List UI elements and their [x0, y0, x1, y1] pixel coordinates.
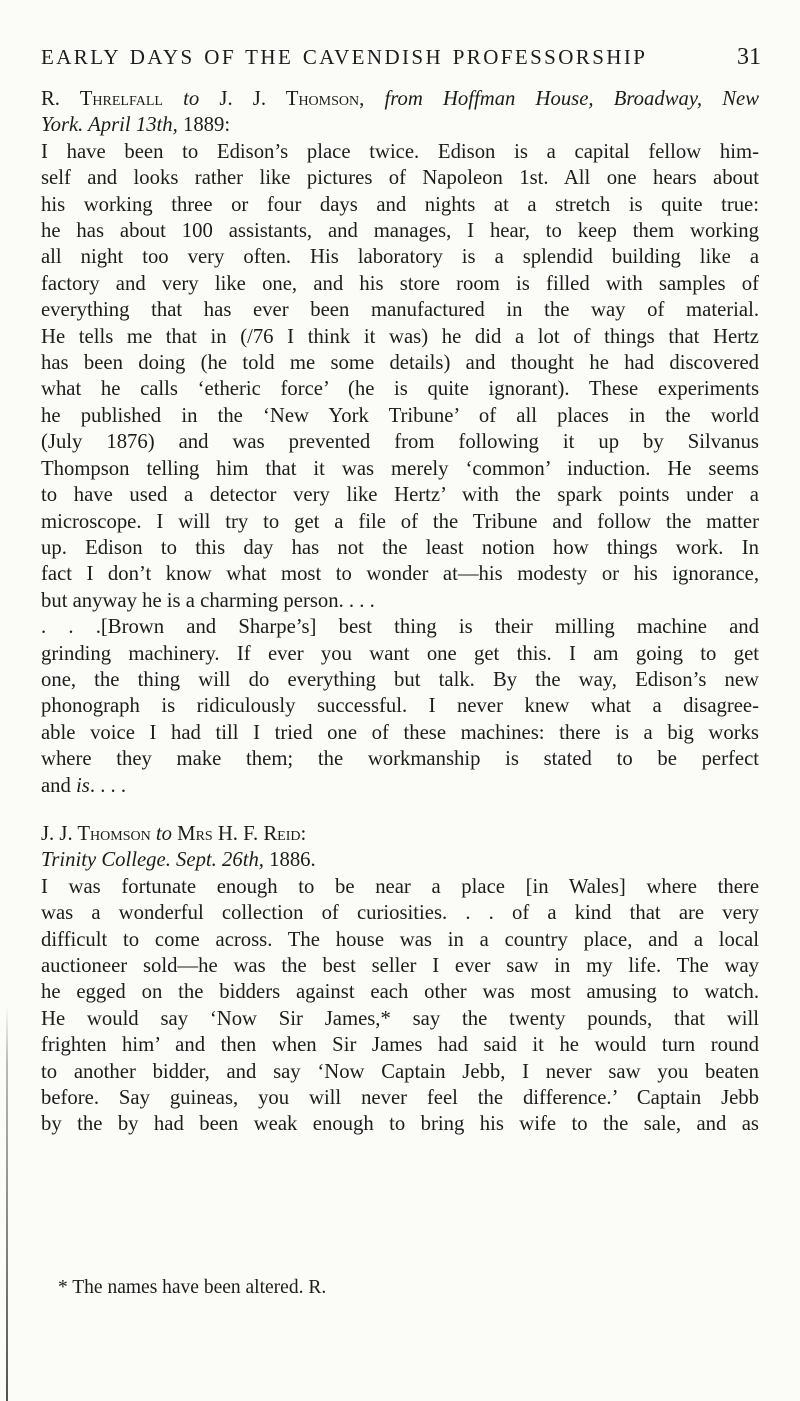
- text-line: able voice I had till I tried one of these machines: there is a big works: [41, 721, 759, 744]
- final-emphasis: is: [76, 774, 90, 797]
- text-line: he published in the ‘New York Tribune’ of all places in the world: [41, 404, 759, 427]
- text-line: . . .[Brown and Sharpe’s] best thing is their milling machine and: [41, 616, 759, 639]
- running-title: EARLY DAYS OF THE CAVENDISH PROFESSORSHIP: [41, 45, 648, 69]
- letter2-date: Trinity College. Sept. 26th,: [41, 849, 264, 872]
- text-line: he egged on the bidders against each other was most amusing to watch.: [41, 981, 759, 1004]
- text-line: difficult to come across. The house was in a country place, and a local: [41, 928, 759, 951]
- text-line: but anyway he is a charming person. . . .: [41, 589, 375, 612]
- text-line: what he calls ‘etheric force’ (he is quite ignorant). These experiments: [41, 378, 759, 401]
- letter1-place-line2: York. April 13th,: [41, 114, 178, 137]
- running-head: [41, 44, 761, 74]
- text-line: fact I don’t know what most to wonder at—his modesty or his ignorance,: [41, 563, 759, 586]
- letter1-year: 1889:: [182, 114, 231, 137]
- text-line: I was fortunate enough to be near a place [in Wales] where there: [41, 875, 759, 898]
- letter2-heading: [41, 821, 759, 874]
- letter1-paragraph-1: [41, 139, 759, 614]
- text-line: factory and very like one, and his store room is filled with samples of: [41, 272, 759, 295]
- text-line: Thompson telling him that it was merely ‘common’ induction. He seems: [41, 457, 759, 480]
- text-line: He tells me that in (/76 I think it was) he did a lot of things that Hertz: [41, 325, 759, 348]
- letter1-place-line1: from Hoffman House, Broadway, New: [384, 88, 760, 110]
- text-line: phonograph is ridiculously successful. I never knew what a disagree-: [41, 695, 759, 718]
- letter2-to: to: [155, 822, 172, 845]
- text-line: everything that has ever been manufactured in the way of material.: [41, 299, 759, 322]
- text-line: where they make them; the workmanship is stated to be perfect: [41, 748, 759, 771]
- letter2-year: 1886.: [269, 849, 316, 872]
- text-line: frighten him’ and then when Sir James had said it he would turn round: [41, 1034, 759, 1057]
- text-line-final: [41, 773, 759, 799]
- letter1-to: to: [183, 88, 200, 110]
- letter1-heading: [41, 86, 759, 139]
- letter1-recipient: J. J. Thomson,: [219, 88, 365, 110]
- footnote: * The names have been altered. R.: [58, 1277, 327, 1298]
- binding-shadow: [6, 1005, 8, 1401]
- text-line: He would say ‘Now Sir James,* say the twenty pounds, that will: [41, 1007, 759, 1030]
- letter2-sender: J. J. Thomson: [41, 822, 151, 845]
- text-line: grinding machinery. If ever you want one get this. I am going to get: [41, 642, 759, 665]
- text-line: I have been to Edison’s place twice. Edison is a capital fellow him-: [41, 140, 759, 163]
- section-gap: [41, 799, 759, 821]
- text-line: his working three or four days and nights at a stretch is quite true:: [41, 193, 759, 216]
- text-line: (July 1876) and was prevented from following it up by Silvanus: [41, 431, 759, 454]
- letter1-paragraph-2: [41, 614, 759, 799]
- letter2-dateline: [41, 847, 759, 873]
- body-text: [41, 86, 759, 1138]
- text-line: self and looks rather like pictures of Napoleon 1st. All one hears about: [41, 167, 759, 190]
- letter2-recipient: Mrs H. F. Reid:: [177, 822, 307, 845]
- text-line: one, the thing will do everything but talk. By the way, Edison’s new: [41, 668, 759, 691]
- text-line: all night too very often. His laboratory is a splendid building like a: [41, 246, 759, 269]
- page-number: 31: [737, 44, 761, 70]
- final-word: and: [41, 774, 71, 797]
- final-ellipsis: . . . .: [89, 774, 127, 797]
- text-line: to another bidder, and say ‘Now Captain Jebb, I never saw you beaten: [41, 1060, 759, 1083]
- text-line: has been doing (he told me some details) and thought he had discovered: [41, 352, 759, 375]
- text-line: auctioneer sold—he was the best seller I ever saw in my life. The way: [41, 955, 759, 977]
- text-line: up. Edison to this day has not the least notion how things work. In: [41, 536, 759, 559]
- text-line: by the by had been weak enough to bring his wife to the sale, and as: [41, 1113, 759, 1136]
- text-line: he has about 100 assistants, and manages, I hear, to keep them working: [41, 220, 759, 243]
- text-line: microscope. I will try to get a file of the Tribune and follow the matter: [41, 510, 759, 533]
- text-line: to have used a detector very like Hertz’ with the spark points under a: [41, 484, 759, 507]
- letter1-sender: R. Threlfall: [41, 88, 163, 110]
- text-line: was a wonderful collection of curiosities. . . of a kind that are very: [41, 902, 759, 925]
- text-line: before. Say guineas, you will never feel the difference.’ Captain Jebb: [41, 1087, 759, 1110]
- letter2-paragraph: [41, 874, 759, 1138]
